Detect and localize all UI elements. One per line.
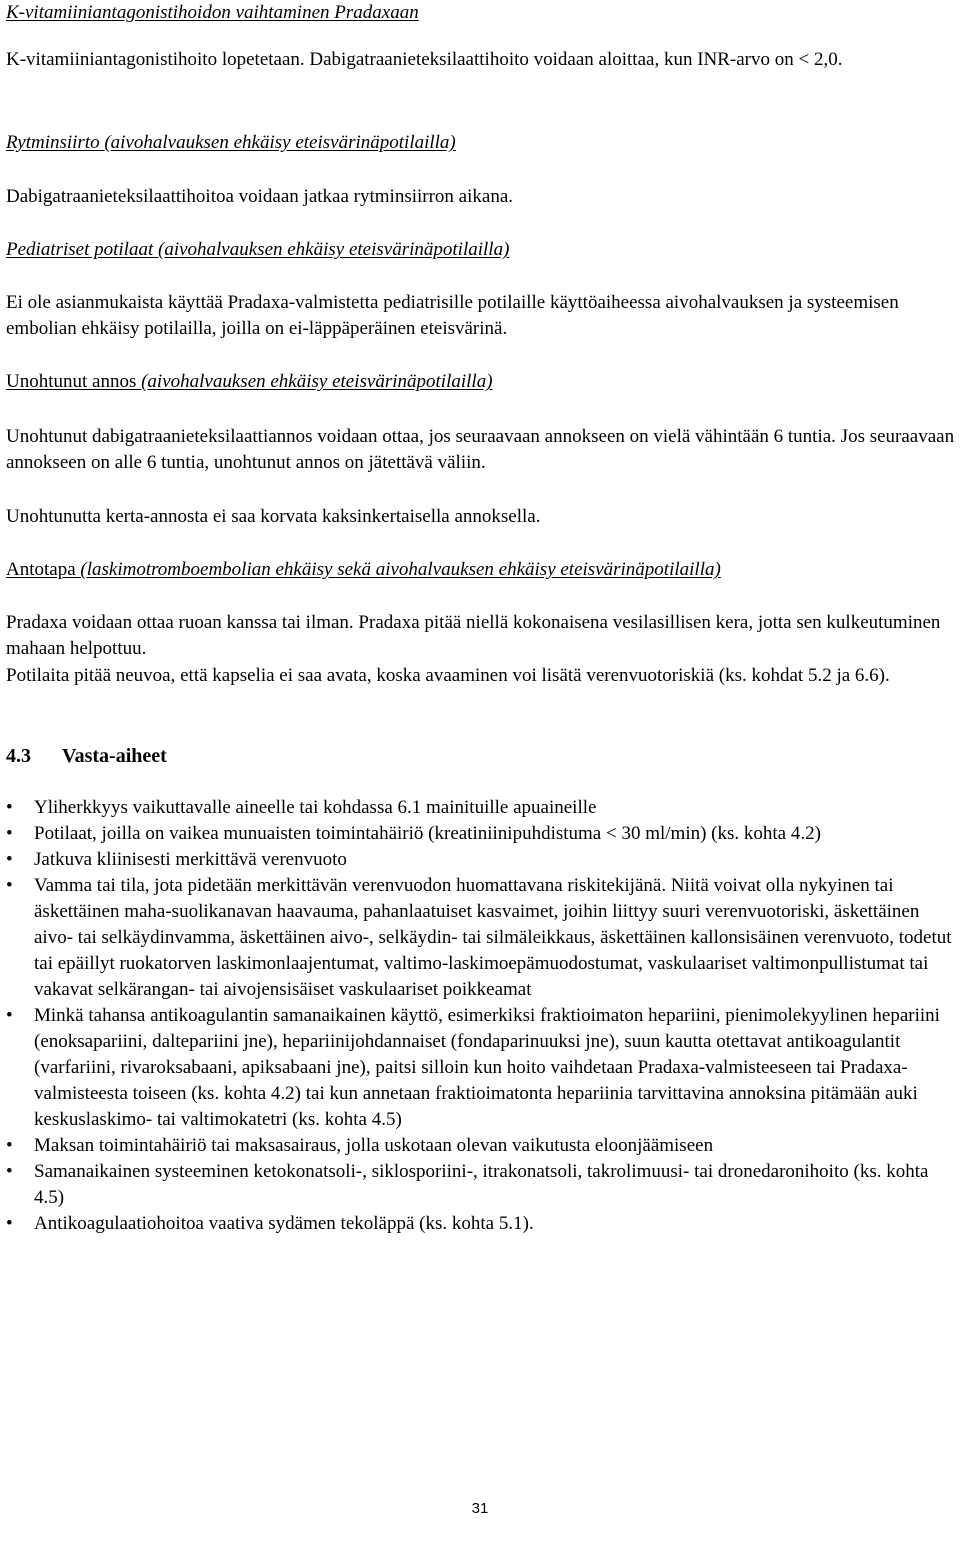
page-number: 31 [471,1500,489,1517]
pediatric-heading: Pediatriset potilaat (aivohalvauksen ehkäisy eteisvärinäpotilailla) [6,239,510,260]
section-number: 4.3 [6,745,31,767]
missed-dose-paragraph: Unohtunut dabigatraanieteksilaattiannos voidaan ottaa, jos seuraavaan annokseen on vielä vähintään 6 tuntia. Jos seuraavaan annokseen on alle 6 tuntia, unohtunut annos on jätettävä väliin. [6,426,955,473]
administration-heading-italic: (laskimotromboembolian ehkäisy sekä aivohalvauksen ehkäisy eteisvärinäpotilailla) [80,559,721,580]
cardioversion-heading: Rytminsiirto (aivohalvauksen ehkäisy eteisvärinäpotilailla) [6,132,456,153]
list-item-text: Yliherkkyys vaikuttavalle aineelle tai kohdassa 6.1 mainituille apuaineille [34,797,597,818]
bullet-icon: • [6,1213,13,1234]
bullet-icon: • [6,1005,13,1026]
list-item-text: Potilaat, joilla on vaikea munuaisten toimintahäiriö (kreatiniinipuhdistuma < 30 ml/min) (ks. kohta 4.2) [34,823,821,844]
list-item [6,873,956,1003]
list-item-text: Maksan toimintahäiriö tai maksasairaus, jolla uskotaan olevan vaikutusta eloonjäämiseen [34,1135,714,1156]
administration-paragraph: Pradaxa voidaan ottaa ruoan kanssa tai ilman. Pradaxa pitää niellä kokonaisena vesilasillisen kera, jotta sen kulkeutuminen mahaan helpottuu. [6,612,941,659]
contraindications-heading [6,743,956,769]
bullet-icon: • [6,1135,13,1156]
list-item-text: Vamma tai tila, jota pidetään merkittävän verenvuodon huomattavana riskitekijänä. Niitä voivat olla nykyinen tai äskettäinen maha-suolikanavan haavauma, pahanlaatuiset kasvaimet, joihin liittyy suuri verenvuotoriski, äskettäinen aivo- tai selkäydinvamma, äskettäinen aivo-, selkäydin- tai silmäleikkaus, äskettäinen kallonsisäinen verenvuoto, todetut tai epäillyt ruokatorven laskimonlaajentumat, valtimo-laskimoepämuodostumat, vaskulaariset valtimonpullistumat tai vakavat selkärangan- tai aivojensisäiset vaskulaariset poikkeamat [34,875,952,1000]
list-item-text: Samanaikainen systeeminen ketokonatsoli-, siklosporiini-, itrakonatsoli, takrolimuusi- tai dronedaronihoito (ks. kohta 4.5) [34,1161,929,1208]
list-item [6,1211,956,1237]
list-item [6,1159,956,1211]
list-item [6,847,956,873]
list-item [6,1133,956,1159]
missed-dose-heading [6,369,956,395]
list-item-text: Antikoagulaatiohoitoa vaativa sydämen tekoläppä (ks. kohta 5.1). [34,1213,534,1234]
list-item-text: Minkä tahansa antikoagulantin samanaikainen käyttö, esimerkiksi fraktioimaton hepariini, pienimolekyylinen hepariini (enoksapariini, daltepariini jne), hepariinijohdannaiset (fondaparinuuksi jne), suun kautta otettavat antikoagulantit (varfariini, rivaroksabaani, apiksabaani jne), paitsi silloin kun hoito vaihdetaan Pradaxa-valmisteeseen tai Pradaxa-valmisteesta toiseen (ks. kohta 4.2) tai kun annetaan fraktioimatonta hepariinia tarvittavina annoksina pitämään auki keskuslaskimo- tai valtimokatetri (ks. kohta 4.5) [34,1005,940,1130]
switching-heading: K-vitamiiniantagonistihoidon vaihtaminen Pradaxaan [6,2,419,23]
cardioversion-paragraph: Dabigatraanieteksilaattihoitoa voidaan jatkaa rytminsiirron aikana. [6,186,514,207]
section-title: Vasta-aiheet [62,745,167,767]
missed-dose-paragraph-2: Unohtunutta kerta-annosta ei saa korvata kaksinkertaisella annoksella. [6,506,541,527]
pediatric-paragraph: Ei ole asianmukaista käyttää Pradaxa-valmistetta pediatrisille potilaille käyttöaiheessa aivohalvauksen ja systeemisen embolian ehkäisy potilailla, joilla on ei-läppäperäinen eteisvärinä. [6,292,899,339]
administration-paragraph-2: Potilaita pitää neuvoa, että kapselia ei saa avata, koska avaaminen voi lisätä verenvuotoriskiä (ks. kohdat 5.2 ja 6.6). [6,665,890,686]
list-item [6,821,956,847]
list-item [6,1003,956,1133]
list-item-text: Jatkuva kliinisesti merkittävä verenvuoto [34,849,347,870]
bullet-icon: • [6,875,13,896]
bullet-icon: • [6,1161,13,1182]
switching-paragraph: K-vitamiiniantagonistihoito lopetetaan. Dabigatraanieteksilaattihoito voidaan aloittaa, kun INR-arvo on < 2,0. [6,49,843,70]
administration-heading [6,557,956,583]
bullet-icon: • [6,797,13,818]
contraindications-list [6,795,956,1237]
missed-dose-heading-plain: Unohtunut annos [6,371,142,392]
list-item [6,795,956,821]
bullet-icon: • [6,823,13,844]
administration-heading-plain: Antotapa [6,559,81,580]
bullet-icon: • [6,849,13,870]
missed-dose-heading-italic: (aivohalvauksen ehkäisy eteisvärinäpotilailla) [141,371,493,392]
